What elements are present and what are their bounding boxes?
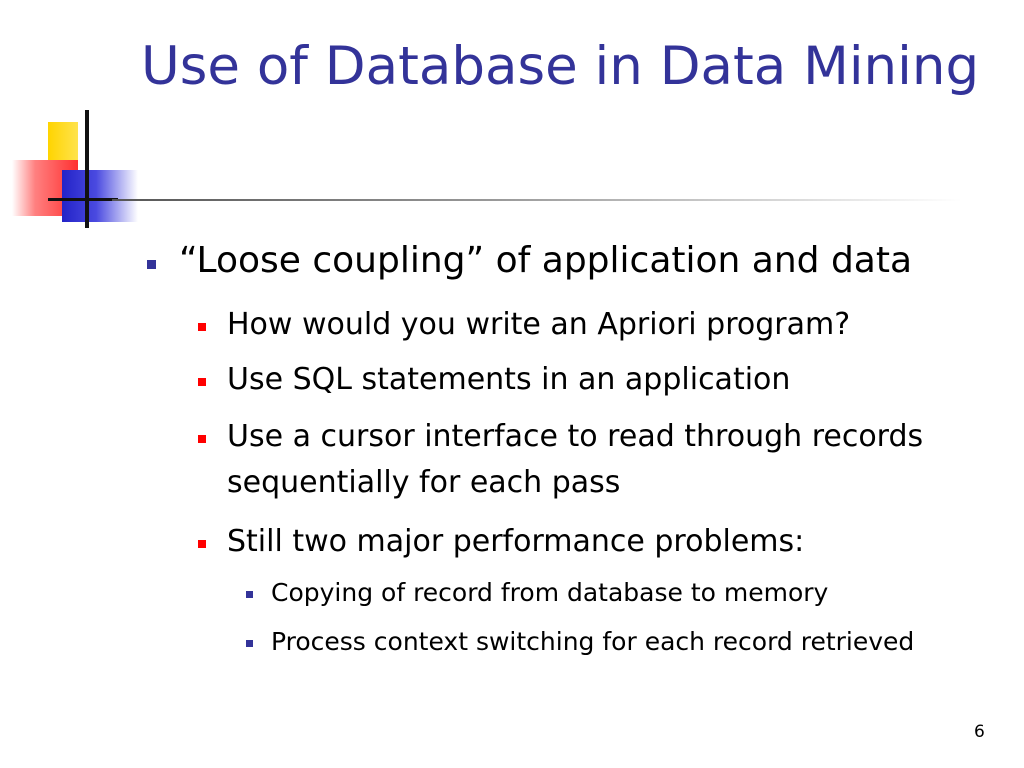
bullet-text: Still two major performance problems:: [227, 524, 805, 559]
logo-blue-square: [62, 170, 138, 222]
slide-logo: [0, 100, 140, 230]
slide-title: Use of Database in Data Mining: [141, 36, 980, 97]
logo-vertical-line: [85, 110, 89, 228]
bullet-text: Copying of record from database to memory: [271, 578, 829, 607]
bullet-text: “Loose coupling” of application and data: [179, 240, 913, 281]
bullet-text: Use SQL statements in an application: [227, 362, 791, 397]
title-divider: [112, 199, 962, 201]
bullet-text: How would you write an Apriori program?: [227, 307, 851, 342]
bullet-text: Use a cursor interface to read through records sequentially for each pass: [227, 419, 924, 500]
page-number: 6: [974, 722, 985, 742]
logo-horizontal-line: [48, 198, 118, 201]
bullet-text: Process context switching for each record retrieved: [271, 627, 915, 656]
